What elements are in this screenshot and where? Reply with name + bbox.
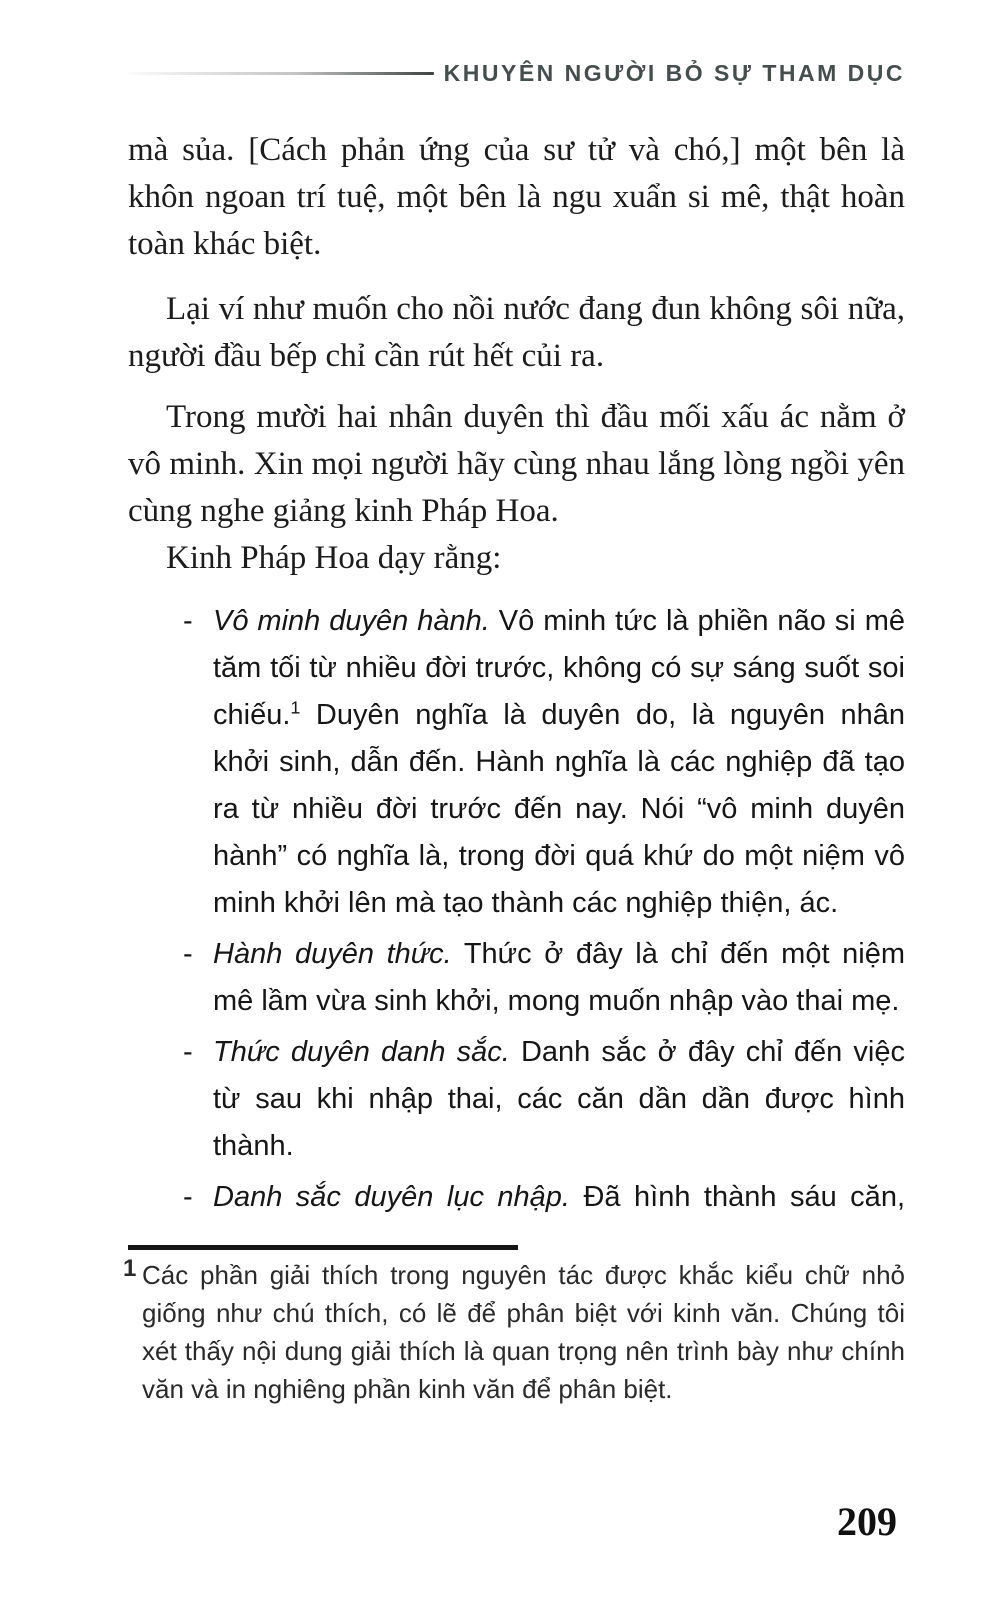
paragraph-lead-in: Kinh Pháp Hoa dạy rằng: xyxy=(166,540,502,576)
running-header-title: KHUYÊN NGƯỜI BỎ SỰ THAM DỤC xyxy=(443,59,905,86)
list-dash-marker: - xyxy=(183,938,193,970)
list-item-body: Danh sắc ở đây chỉ đến việc từ sau khi nhập thai, các căn dần dần được hình thành. xyxy=(213,1036,905,1162)
list-item-text xyxy=(213,931,905,1025)
list-item xyxy=(183,1174,905,1221)
paragraph: Trong mười hai nhân duyên thì đầu mối xấu ác nằm ở vô minh. Xin mọi người hãy cùng nhau lắng lòng ngồi yên cùng nghe giảng kinh Pháp Hoa. xyxy=(128,399,905,529)
running-header xyxy=(128,57,905,89)
list-item xyxy=(183,1029,905,1170)
list-dash-marker: - xyxy=(183,605,193,637)
list-item-body: Đã hình thành sáu căn, xyxy=(570,1181,905,1213)
list-item-lead: Thức duyên danh sắc. xyxy=(213,1036,510,1068)
footnote-text: Các phần giải thích trong nguyên tác được khắc kiểu chữ nhỏ giống như chú thích, có lẽ để phân biệt với kinh văn. Chúng tôi xét thấy nội dung giải thích là quan trọng nên trình bày như chính văn và in nghiêng phần kinh văn để phân biệt. xyxy=(142,1260,905,1404)
list-item-lead: Hành duyên thức. xyxy=(213,938,452,970)
footnote-reference: 1 xyxy=(290,697,301,718)
paragraph: Lại ví như muốn cho nồi nước đang đun không sôi nữa, người đầu bếp chỉ cần rút hết củi ra. xyxy=(128,291,905,374)
list-item-text xyxy=(213,598,905,927)
paragraph-continuation: mà sủa. [Cách phản ứng của sư tử và chó,] một bên là khôn ngoan trí tuệ, một bên là ngu xuẩn si mê, thật hoàn toàn khác biệt. xyxy=(128,132,905,262)
list-item-body: Duyên nghĩa là duyên do, là nguyên nhân khởi sinh, dẫn đến. Hành nghĩa là các nghiệp đã tạo ra từ nhiều đời trước đến nay. Nói “vô minh duyên hành” có nghĩa là, trong đời quá khứ do một niệm vô minh khởi lên mà tạo thành các nghiệp thiện, ác. xyxy=(213,699,905,919)
list-item xyxy=(183,931,905,1025)
page-number: 209 xyxy=(837,1499,897,1544)
footnote xyxy=(123,1255,905,1408)
header-rule-line xyxy=(128,72,434,75)
twelve-links-list xyxy=(128,598,905,1221)
list-item-text xyxy=(213,1029,905,1170)
list-item xyxy=(183,598,905,927)
list-dash-marker: - xyxy=(183,1181,193,1213)
footnote-separator-rule xyxy=(128,1245,518,1250)
list-item-lead: Danh sắc duyên lục nhập. xyxy=(213,1181,570,1213)
list-item-body: Thức ở đây là chỉ đến một niệm mê lầm vừa sinh khởi, mong muốn nhập vào thai mẹ. xyxy=(213,938,905,1017)
list-dash-marker: - xyxy=(183,1036,193,1068)
list-item-text xyxy=(213,1174,905,1221)
list-item-lead: Vô minh duyên hành. xyxy=(213,605,490,637)
text-block xyxy=(123,0,905,1408)
list-item-body: Vô minh tức là phiền não si mê tăm tối từ nhiều đời trước, không có sự sáng suốt soi chiếu. xyxy=(213,605,905,731)
footnote-number: 1 xyxy=(123,1255,137,1282)
